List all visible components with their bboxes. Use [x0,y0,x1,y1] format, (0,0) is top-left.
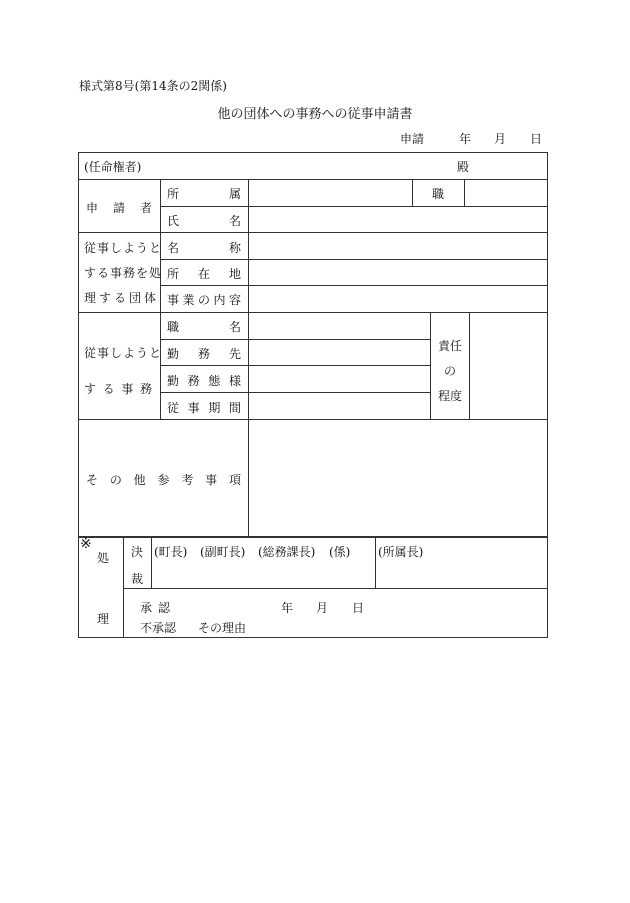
column-line [248,179,249,537]
table-border [547,152,548,638]
org-name-label: 名 称 [167,241,241,255]
row-separator [78,179,548,180]
column-line [160,179,161,420]
job-title-label: 職 名 [167,320,241,334]
affiliation-label: 所 属 [167,187,241,201]
row-separator [78,312,548,313]
column-line [375,537,376,588]
date-label: 申請 [400,132,425,146]
table-border [78,637,548,638]
name-label: 氏 名 [167,214,241,228]
other-label: そ の 他 参 考 事 項 [86,473,241,487]
org-business-label: 事 業 の 内 容 [167,293,241,307]
approver-deputy-mayor: (副町長) [200,545,246,559]
subrow-line [160,285,548,286]
row-separator [78,536,548,538]
disapprove-label: 不承認 [140,621,177,635]
date-year: 年 [459,132,472,146]
date-day: 日 [530,132,543,146]
position-label: 職 [432,187,445,201]
subrow-line [160,392,430,393]
approver-dept-head: (所属長) [378,545,424,559]
column-line [412,179,413,207]
period-label: 従 事 期 間 [167,401,241,415]
column-line [469,312,470,420]
approve-label: 承 認 [140,601,170,615]
applicant-label: 申 請 者 [86,201,152,215]
subrow-line [160,259,548,260]
reference-mark: ※ [80,536,92,552]
org-address-label: 所 在 地 [167,267,241,281]
form-number: 様式第8号(第14条の2関係) [79,79,227,93]
approve-year: 年 [281,601,294,615]
approve-day: 日 [352,601,365,615]
appointer-label: (任命権者) [84,160,142,174]
reason-label: その理由 [198,621,247,635]
approve-month: 月 [316,601,329,615]
shori-label-1: 処 [97,551,110,565]
table-border [78,152,548,153]
subrow-line [160,339,430,340]
kessai-label-1: 決 [131,545,144,559]
table-border [78,152,79,638]
row-separator [78,419,548,420]
subrow-line [160,206,548,207]
appointer-suffix: 殿 [457,160,470,174]
work-form-label: 勤 務 態 様 [167,374,241,388]
date-month: 月 [494,132,507,146]
form-title: 他の団体への事務への従事申請書 [217,107,413,122]
shori-label-2: 理 [97,612,110,626]
approver-staff: (係) [329,545,351,559]
approver-general-affairs: (総務課長) [258,545,316,559]
column-line [151,537,152,588]
page: 様式第8号(第14条の2関係) 他の団体への事務への従事申請書 申請 年 月 日 (任命権者) 殿 申 請 者 所 属 職 氏 名 従事しようと する事務を処 理する団体 名 称 所 在 地 事 業 の 内 容 従事しようと す る 事 務 職 名 勤 務 先 勤 務 態 様 従 事 期 間 責任 の 程度 そ の 他 参 考 事 項 ※ 処 理 決 裁 (町長) (副町長) (総務課長) (係) (所属長) 承 認 年 月 日 不承認 その理由 [0,0,630,903]
column-line [464,179,465,207]
subrow-line [160,365,430,366]
row-separator [78,232,548,233]
approver-mayor: (町長) [154,545,188,559]
subrow-line [123,588,548,589]
kessai-label-2: 裁 [131,572,144,586]
workplace-label: 勤 務 先 [167,347,241,361]
